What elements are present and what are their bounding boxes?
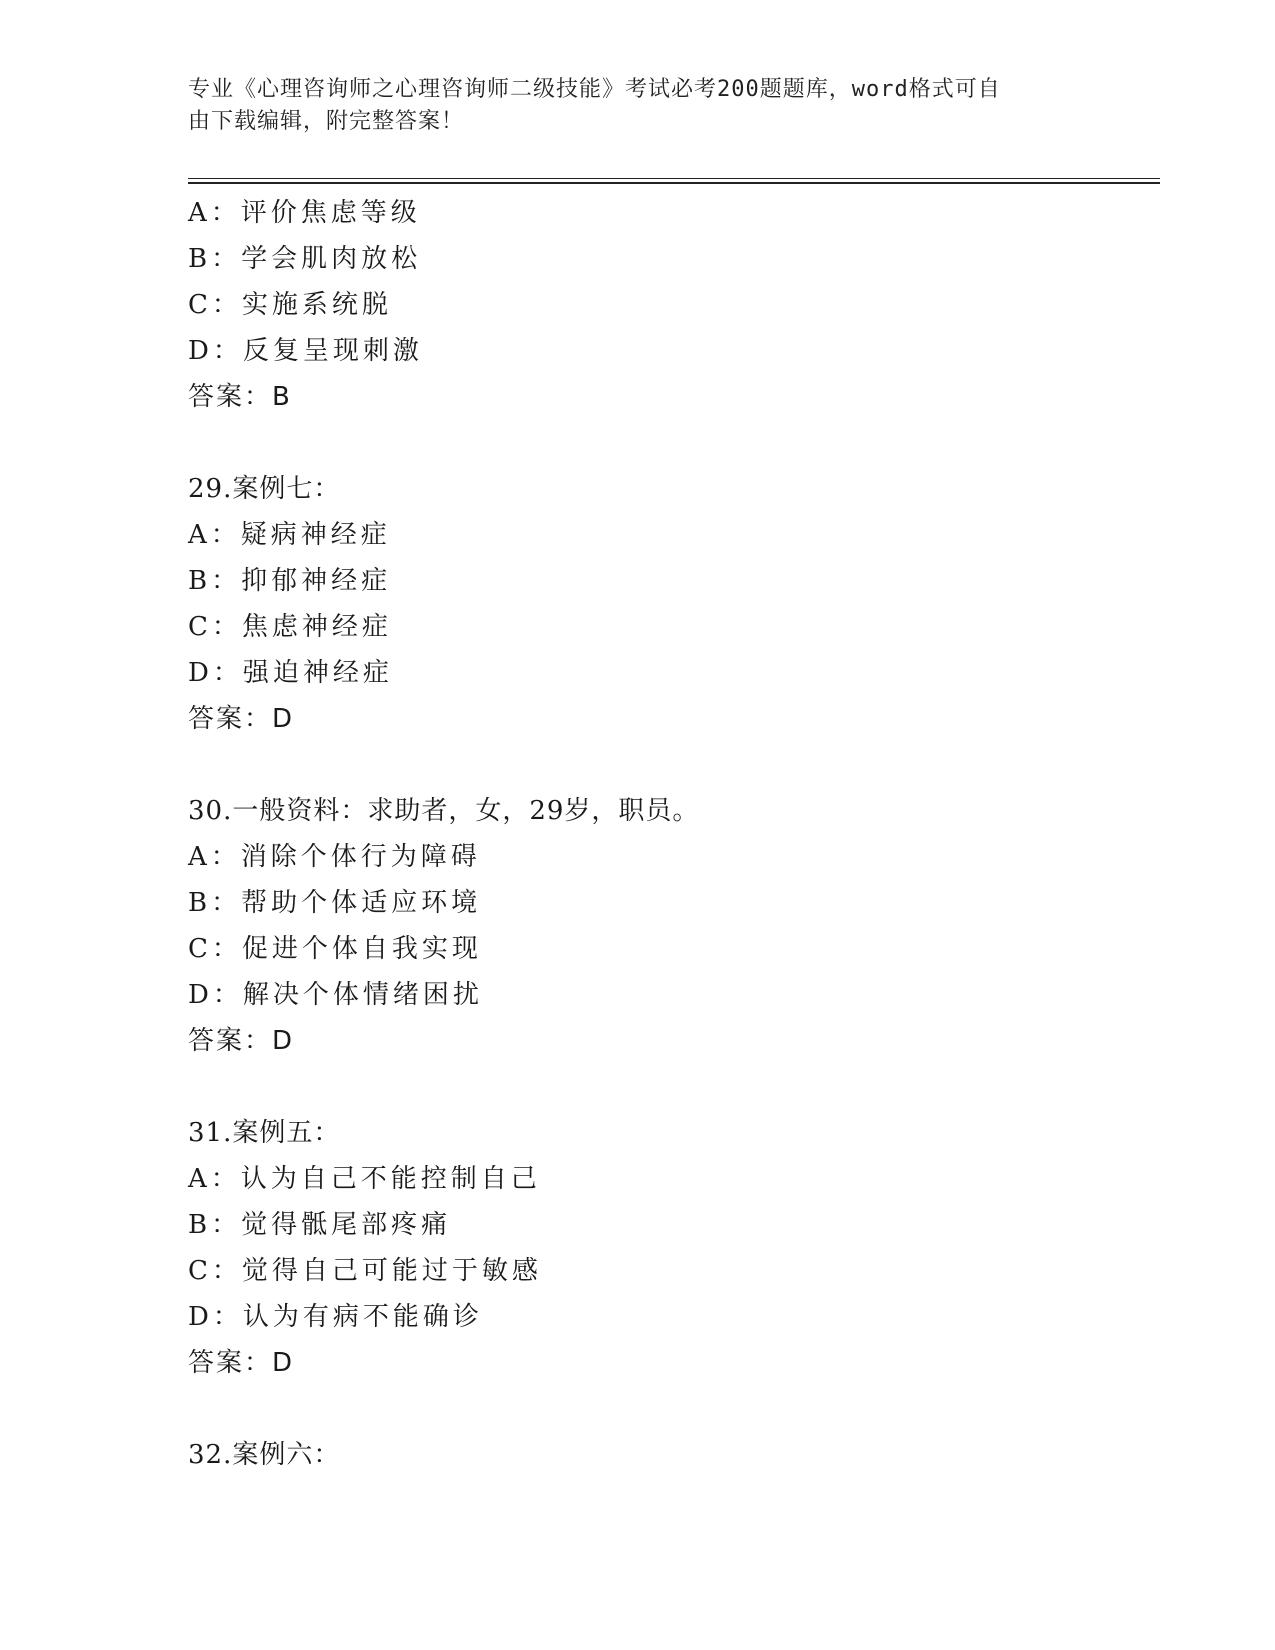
option-c: C：促进个体自我实现: [188, 934, 482, 964]
option-a: A：认为自己不能控制自己: [188, 1164, 541, 1194]
answer-line: 答案：D: [188, 1348, 295, 1378]
option-d: D：解决个体情绪困扰: [188, 980, 483, 1010]
option-a: A：消除个体行为障碍: [188, 842, 481, 872]
option-b: B：觉得骶尾部疼痛: [188, 1210, 452, 1240]
option-c: C：焦虑神经症: [188, 612, 392, 642]
question-text: 30.一般资料：求助者，女，29岁，职员。: [188, 796, 700, 826]
header-line-1: 专业《心理咨询师之心理咨询师二级技能》考试必考200题题库，word格式可自: [188, 77, 1001, 102]
option-c: C：实施系统脱: [188, 290, 392, 320]
question-block: [188, 1432, 1148, 1478]
option-d: D：强迫神经症: [188, 658, 393, 688]
option-b: B：抑郁神经症: [188, 566, 392, 596]
header-line-2: 由下载编辑，附完整答案！: [188, 109, 465, 134]
question-list: [188, 190, 1148, 1478]
answer-line: 答案：D: [188, 1026, 295, 1056]
answer-line: 答案：D: [188, 704, 295, 734]
question-block: [188, 190, 1148, 420]
option-b: B：帮助个体适应环境: [188, 888, 482, 918]
question-block: [188, 466, 1148, 742]
question-block: [188, 788, 1148, 1064]
question-text: 31.案例五：: [188, 1118, 341, 1148]
option-b: B：学会肌肉放松: [188, 244, 422, 274]
question-block: [188, 1110, 1148, 1386]
option-a: A：疑病神经症: [188, 520, 391, 550]
option-c: C：觉得自己可能过于敏感: [188, 1256, 542, 1286]
header-divider: [188, 178, 1160, 184]
question-text: 29.案例七：: [188, 474, 341, 504]
option-d: D：反复呈现刺激: [188, 336, 423, 366]
answer-line: 答案：B: [188, 382, 292, 412]
option-a: A：评价焦虑等级: [188, 198, 421, 228]
document-header: [188, 74, 1088, 138]
question-text: 32.案例六：: [188, 1440, 341, 1470]
option-d: D：认为有病不能确诊: [188, 1302, 483, 1332]
